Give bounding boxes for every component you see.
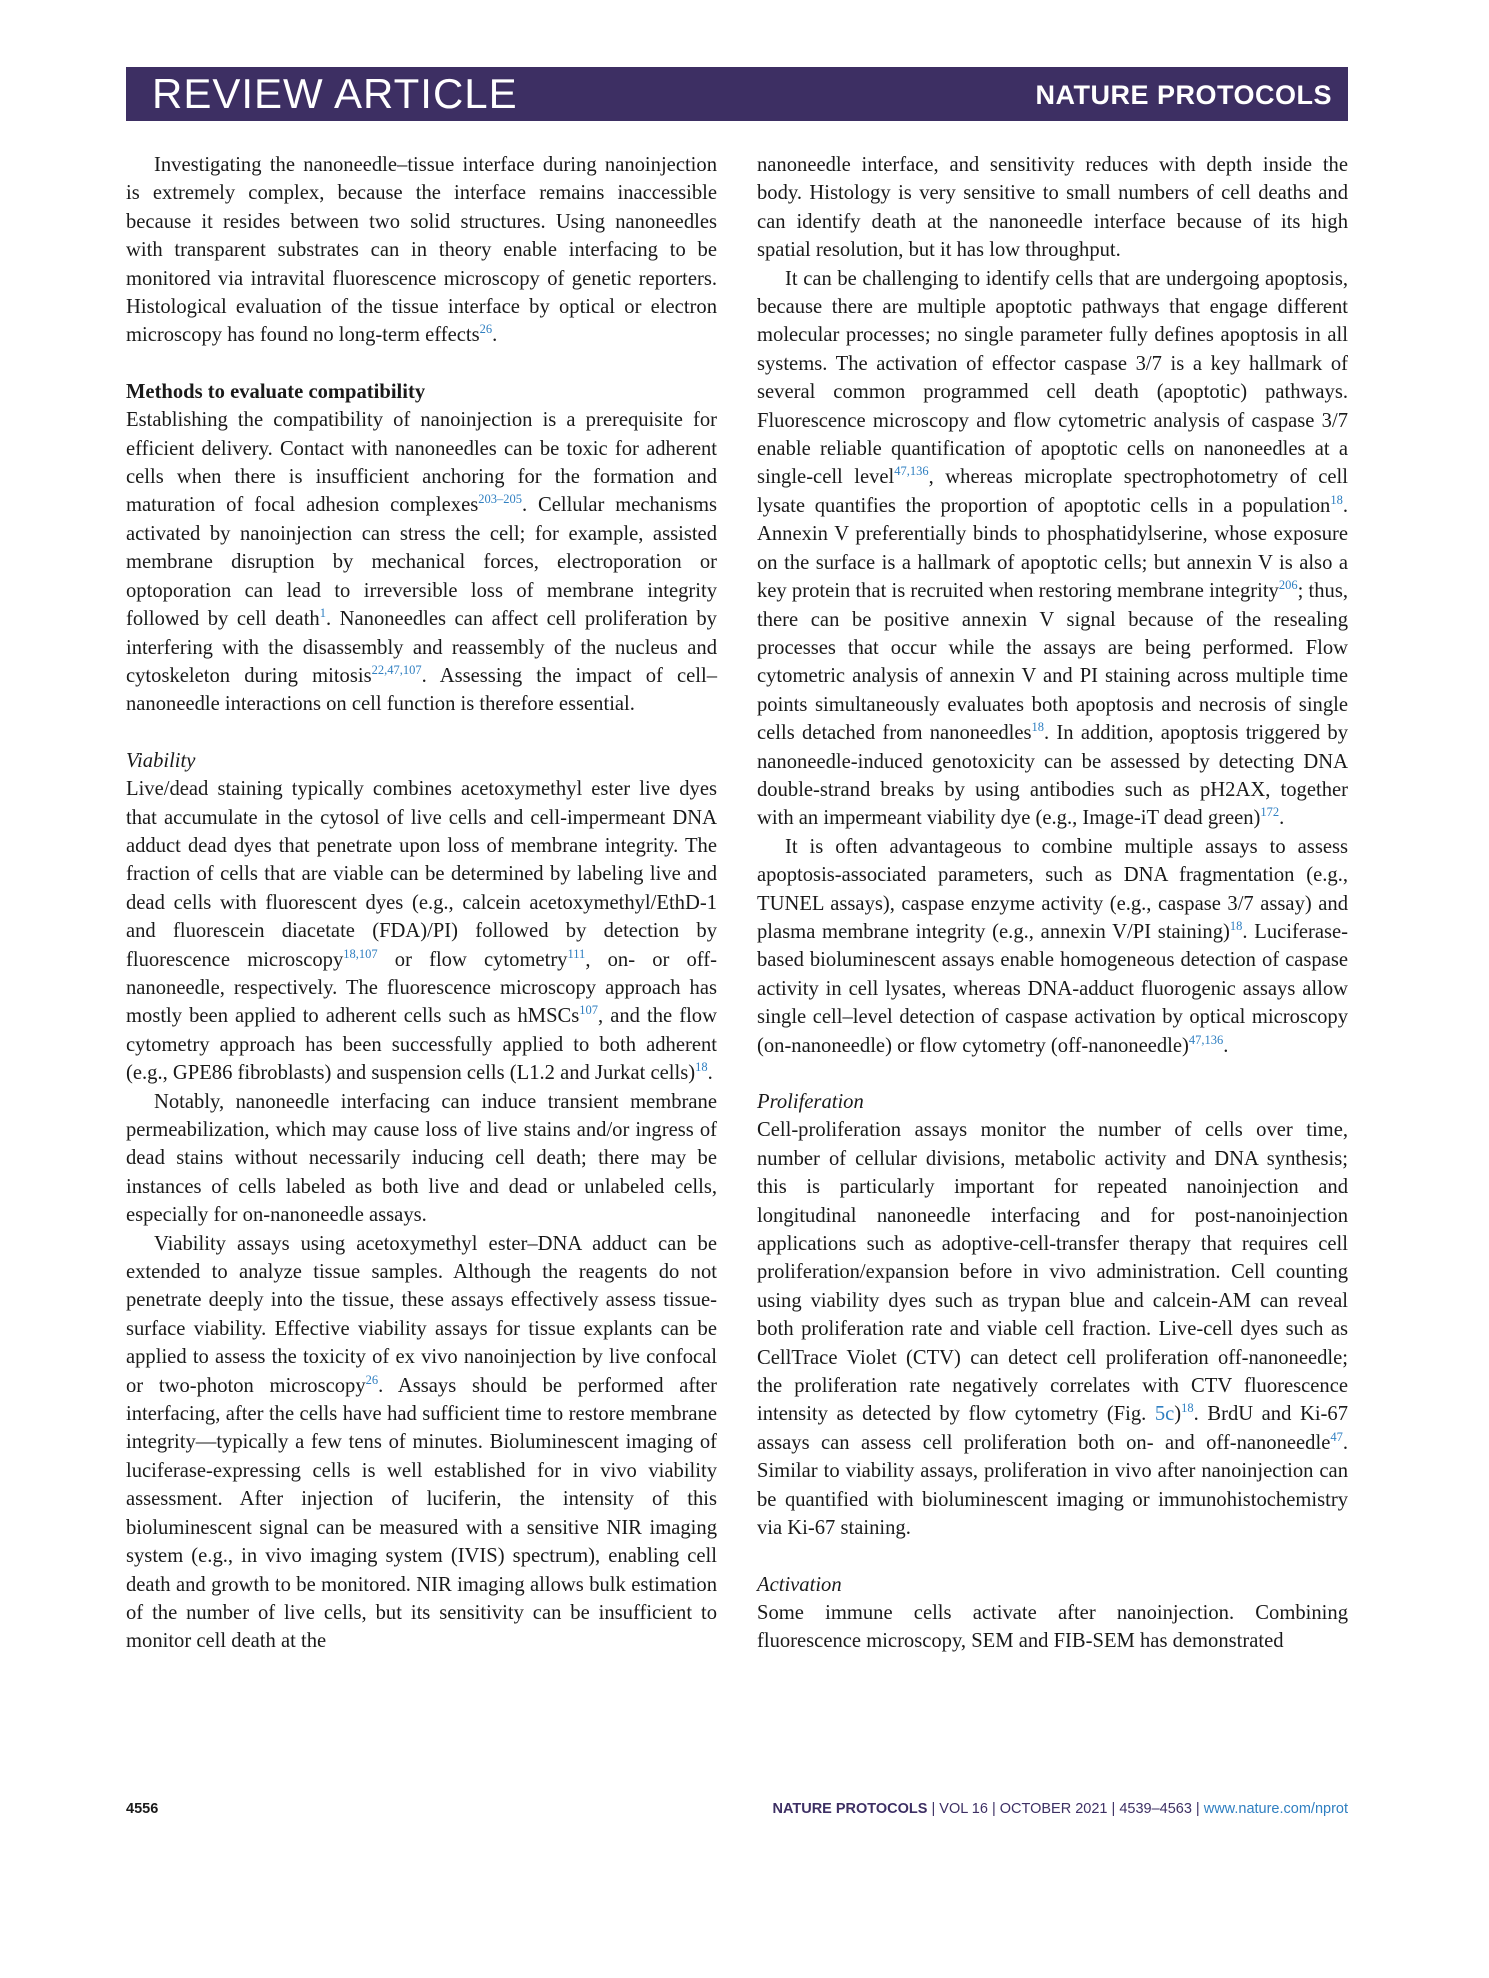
citation[interactable]: 18 bbox=[1181, 1401, 1194, 1416]
citation[interactable]: 1 bbox=[319, 606, 326, 621]
citation[interactable]: 47 bbox=[1330, 1429, 1343, 1444]
citation[interactable]: 22,47,107 bbox=[371, 662, 422, 677]
paragraph: It can be challenging to identify cells that are undergoing apoptosis, because there are multiple apoptotic pathways that engage different molecular processes; no single parameter fully defines apoptosis in all systems. The activation of effector caspase 3/7 is a key hallmark of several common programmed cell death (apoptotic) pathways. Fluorescence microscopy and flow cytometric analysis of caspase 3/7 enable reliable quantification of apoptotic cells on nanoneedles at a single-cell level$^{47,136}$, whereas microplate spectrophotometry of cell lysate quantifies the proportion of apoptotic cells in a population$^{18}$. Annexin V preferentially binds to phosphatidylserine, whose exposure on the surface is a hallmark of apoptotic cells; but annexin V is also a key protein that is recruited when restoring membrane integrity$^{206}$; thus, there can be positive annexin V signal because of the resealing processes that occur while the assays are being performed. Flow cytometric analysis of annexin V and PI staining across multiple time points simultaneously evaluates both apoptosis and necrosis of single cells detached from nanoneedles$^{18}$. In addition, apoptosis triggered by nanoneedle-induced genotoxicity can be assessed by detecting DNA double-strand breaks by using antibodies such as pH2AX, together with an impermeant viability dye (e.g., Image-iT dead green)$^{172}$. bbox=[757, 267, 1348, 830]
paragraph: Establishing the compatibility of nanoinjection is a prerequisite for efficient delivery. Contact with nanoneedles can be toxic for adherent cells when there is insufficient anchoring for the formation and maturation of focal adhesion complexes$^{203-205}$. Cellular mechanisms activated by nanoinjection can stress the cell; for example, assisted membrane disruption by mechanical forces, electroporation or optoporation can lead to irreversible loss of membrane integrity followed by cell death$^1$. Nanoneedles can affect cell proliferation by interfering with the disassembly and reassembly of the nucleus and cytoskeleton during mitosis$^{22,47,107}$. Assessing the impact of cell–nanoneedle interactions on cell function is therefore essential. bbox=[126, 409, 717, 716]
paragraph: nanoneedle interface, and sensitivity reduces with depth inside the body. Histology is very sensitive to small numbers of cell deaths and can identify death at the nanoneedle interface because of its high spatial resolution, but it has low throughput. bbox=[757, 154, 1348, 262]
citation[interactable]: 203–205 bbox=[478, 492, 522, 507]
citation[interactable]: 26 bbox=[479, 322, 493, 337]
section-heading: Methods to evaluate compatibility bbox=[126, 380, 426, 403]
citation[interactable]: 18 bbox=[1330, 492, 1343, 507]
citation[interactable]: 18 bbox=[695, 1060, 708, 1075]
paragraph: Investigating the nanoneedle–tissue interface during nanoinjection is extremely complex, because the interface remains inaccessible because it resides between two solid structures. Using nanoneedles with transparent substrates can in theory enable interfacing to be monitored via intravital fluorescence microscopy of genetic reporters. Histological evaluation of the tissue interface by optical or electron microscopy has found no long-term effects$^{26}$. bbox=[126, 154, 717, 347]
paragraph: It is often advantageous to combine multiple assays to assess apoptosis-associated parameters, such as DNA fragmentation (e.g., TUNEL assays), caspase enzyme activity (e.g., caspase 3/7 assay) and plasma membrane integrity (e.g., annexin V/PI staining)$^{18}$. Luciferase-based bioluminescent assays enable homogeneous detection of caspase activity in cell lysates, whereas DNA-adduct fluorogenic assays allow single cell–level detection of caspase activation by optical microscopy (on-nanoneedle) or flow cytometry (off-nanoneedle)$^{47,136}$. bbox=[757, 835, 1348, 1057]
paragraph: Cell-proliferation assays monitor the number of cells over time, number of cellular divisions, metabolic activity and DNA synthesis; this is particularly important for repeated nanoinjection and longitudinal nanoneedle interfacing and for post-nanoinjection applications such as adoptive-cell-transfer therapy that requires cell proliferation/expansion before in vivo administration. Cell counting using viability dyes such as trypan blue and calcein-AM can reveal both proliferation rate and viable cell fraction. Live-cell dyes such as CellTrace Violet (CTV) can detect cell proliferation off-nanoneedle; the proliferation rate negatively correlates with CTV fluorescence intensity as detected by flow cytometry (Fig. 5c)$^{18}$. BrdU and Ki-67 assays can assess cell proliferation both on- and off-nanoneedle$^{47}$. Similar to viability assays, proliferation in vivo after nanoinjection can be quantified with bioluminescent imaging or immunohistochemistry via Ki-67 staining. bbox=[757, 1119, 1348, 1540]
paragraph: Live/dead staining typically combines acetoxymethyl ester live dyes that accumulate in the cytosol of live cells and cell-impermeant DNA adduct dead dyes that penetrate upon loss of membrane integrity. The fraction of cells that are viable can be determined by labeling live and dead cells with fluorescent dyes (e.g., calcein acetoxymethyl/EthD-1 and fluorescein diacetate (FDA)/PI) followed by detection by fluorescence microscopy$^{18,107}$ or flow cytometry$^{111}$, on- or off-nanoneedle, respectively. The fluorescence microscopy approach has mostly been applied to adherent cells such as hMSCs$^{107}$, and the flow cytometry approach has been successfully applied to both adherent (e.g., GPE86 fibroblasts) and suspension cells (L1.2 and Jurkat cells)$^{18}$. bbox=[126, 778, 717, 1085]
citation[interactable]: 107 bbox=[579, 1003, 599, 1018]
citation[interactable]: 111 bbox=[567, 946, 586, 961]
citation[interactable]: 18 bbox=[1229, 918, 1243, 933]
footer-url[interactable]: www.nature.com/nprot bbox=[1203, 1801, 1348, 1817]
citation[interactable]: 47,136 bbox=[1188, 1032, 1224, 1047]
footer-pages: 4539–4563 bbox=[1119, 1801, 1192, 1817]
citation[interactable]: 18,107 bbox=[343, 946, 378, 961]
subsection-heading: Proliferation bbox=[757, 1091, 864, 1113]
page-number: 4556 bbox=[126, 1801, 159, 1817]
footer-date: OCTOBER 2021 bbox=[999, 1801, 1108, 1817]
footer-volume: VOL 16 bbox=[939, 1801, 988, 1817]
paragraph: Viability assays using acetoxymethyl ester–DNA adduct can be extended to analyze tissue samples. Although the reagents do not penetrate deeply into the tissue, these assays effectively assess tissue-surface viability. Effective viability assays for tissue explants can be applied to assess the toxicity of ex vivo nanoinjection by live confocal or two-photon microscopy$^{26}$. Assays should be performed after interfacing, after the cells have had sufficient time to restore membrane integrity—typically a few tens of minutes. Bioluminescent imaging of luciferase-expressing cells is well established for in vivo viability assessment. After injection of luciferin, the intensity of this bioluminescent signal can be measured with a sensitive NIR imaging system (e.g., in vivo imaging system (IVIS) spectrum), enabling cell death and growth to be monitored. NIR imaging allows bulk estimation of the number of live cells, but its sensitivity can be insufficient to monitor cell death at the bbox=[126, 1232, 717, 1653]
journal-label: NATURE PROTOCOLS bbox=[1035, 80, 1332, 110]
citation[interactable]: 26 bbox=[365, 1372, 379, 1387]
citation[interactable]: 47,136 bbox=[894, 464, 929, 479]
citation[interactable]: 18 bbox=[1031, 720, 1045, 735]
section-label: REVIEW ARTICLE bbox=[152, 70, 518, 117]
subsection-heading: Viability bbox=[126, 749, 196, 772]
subsection-heading: Activation bbox=[757, 1573, 842, 1596]
footer-citation: NATURE PROTOCOLS | VOL 16 | OCTOBER 2021 | 4539–4563 | www.nature.com/nprot bbox=[772, 1801, 1348, 1817]
page-header bbox=[126, 67, 1348, 121]
left-column bbox=[126, 151, 717, 1656]
citation[interactable]: 172 bbox=[1260, 805, 1280, 820]
footer-journal: NATURE PROTOCOLS bbox=[772, 1801, 928, 1817]
figure-link[interactable]: 5c bbox=[1154, 1403, 1175, 1426]
right-column bbox=[757, 151, 1348, 1656]
paragraph: Some immune cells activate after nanoinjection. Combining fluorescence microscopy, SEM and FIB-SEM has demonstrated bbox=[757, 1601, 1348, 1653]
citation[interactable]: 206 bbox=[1278, 578, 1298, 593]
paragraph: Notably, nanoneedle interfacing can induce transient membrane permeabilization, which may cause loss of live stains and/or ingress of dead stains without necessarily inducing cell death; there may be instances of cells labeled as both live and dead or unlabeled cells, especially for on-nanoneedle assays. bbox=[126, 1090, 717, 1227]
